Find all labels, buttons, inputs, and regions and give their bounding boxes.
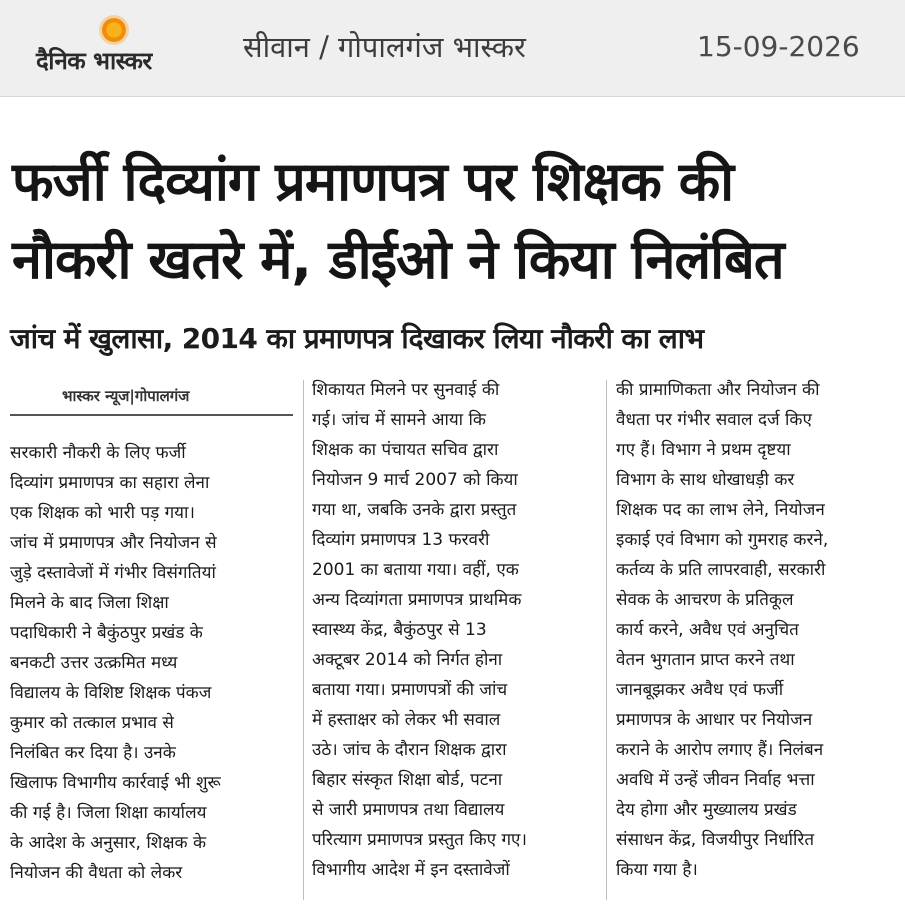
body-line: जानबूझकर अवैध एवं फर्जी: [616, 680, 784, 700]
body-line: पदाधिकारी ने बैकुंठपुर प्रखंड के: [10, 623, 203, 643]
sun-icon: [102, 18, 126, 42]
body-line: एक शिक्षक को भारी पड़ गया।: [10, 503, 195, 523]
byline-divider: [10, 414, 293, 416]
edition-name: सीवान / गोपालगंज भास्कर: [243, 30, 526, 64]
body-line: वैधता पर गंभीर सवाल दर्ज किए: [616, 410, 812, 430]
body-line: गई। जांच में सामने आया कि: [312, 410, 486, 430]
subheadline: जांच में खुलासा, 2014 का प्रमाणपत्र दिखाकर लिया नौकरी का लाभ: [10, 322, 704, 355]
logo-text: दैनिक भास्कर: [36, 47, 152, 75]
body-line: अन्य दिव्यांगता प्रमाणपत्र प्राथमिक: [312, 590, 522, 610]
body-line: कर्तव्य के प्रति लापरवाही, सरकारी: [616, 560, 826, 580]
body-line: स्वास्थ्य केंद्र, बैकुंठपुर से 13: [312, 620, 487, 640]
body-line: जुड़े दस्तावेजों में गंभीर विसंगतियां: [10, 563, 216, 583]
body-line: नियोजन की वैधता को लेकर: [10, 863, 183, 883]
body-line: वेतन भुगतान प्राप्त करने तथा: [616, 650, 795, 670]
body-line: संसाधन केंद्र, विजयीपुर निर्धारित: [616, 830, 815, 850]
body-line: कार्य करने, अवैध एवं अनुचित: [616, 620, 799, 640]
body-line: शिक्षक का पंचायत सचिव द्वारा: [312, 440, 499, 460]
body-line: बनकटी उत्तर उत्क्रमित मध्य: [10, 653, 178, 673]
body-line: शिक्षक पद का लाभ लेने, नियोजन: [616, 500, 825, 520]
byline: भास्कर न्यूज|गोपालगंज: [62, 387, 190, 405]
edition-date: 15-09-2026: [697, 30, 860, 63]
article-column-1: [10, 438, 295, 888]
body-line: दिव्यांग प्रमाणपत्र 13 फरवरी: [312, 530, 490, 550]
body-line: सेवक के आचरण के प्रतिकूल: [616, 590, 794, 610]
column-divider: [303, 380, 304, 900]
body-line: शिकायत मिलने पर सुनवाई की: [312, 380, 500, 400]
body-line: विभागीय आदेश में इन दस्तावेजों: [312, 860, 510, 880]
body-line: उठे। जांच के दौरान शिक्षक द्वारा: [312, 740, 507, 760]
body-line: निलंबित कर दिया है। उनके: [10, 743, 176, 763]
body-line: विभाग के साथ धोखाधड़ी कर: [616, 470, 795, 490]
body-line: नियोजन 9 मार्च 2007 को किया: [312, 470, 518, 490]
body-line: गए हैं। विभाग ने प्रथम दृष्टया: [616, 440, 791, 460]
body-line: इकाई एवं विभाग को गुमराह करने,: [616, 530, 829, 550]
body-line: की प्रामाणिकता और नियोजन की: [616, 380, 820, 400]
body-line: अवधि में उन्हें जीवन निर्वाह भत्ता: [616, 770, 815, 790]
article-column-2: [312, 375, 595, 885]
body-line: में हस्ताक्षर को लेकर भी सवाल: [312, 710, 501, 730]
body-line: बताया गया। प्रमाणपत्रों की जांच: [312, 680, 508, 700]
body-line: गया था, जबकि उनके द्वारा प्रस्तुत: [312, 500, 517, 520]
body-line: विद्यालय के विशिष्ट शिक्षक पंकज: [10, 683, 212, 703]
body-line: मिलने के बाद जिला शिक्षा: [10, 593, 169, 613]
body-line: किया गया है।: [616, 860, 698, 880]
headline: [12, 143, 897, 299]
body-line: के आदेश के अनुसार, शिक्षक के: [10, 833, 207, 853]
body-line: सरकारी नौकरी के लिए फर्जी: [10, 443, 186, 463]
dainik-bhaskar-logo: [36, 16, 201, 78]
body-line: से जारी प्रमाणपत्र तथा विद्यालय: [312, 800, 505, 820]
body-line: की गई है। जिला शिक्षा कार्यालय: [10, 803, 207, 823]
masthead-bar: [0, 0, 905, 97]
body-line: देय होगा और मुख्यालय प्रखंड: [616, 800, 797, 820]
body-line: परित्याग प्रमाणपत्र प्रस्तुत किए गए।: [312, 830, 527, 850]
headline-line: फर्जी दिव्यांग प्रमाणपत्र पर शिक्षक की: [12, 150, 734, 213]
body-line: प्रमाणपत्र के आधार पर नियोजन: [616, 710, 813, 730]
column-divider: [606, 380, 607, 900]
headline-line: नौकरी खतरे में, डीईओ ने किया निलंबित: [12, 228, 784, 291]
article-column-3: [616, 375, 901, 885]
body-line: दिव्यांग प्रमाणपत्र का सहारा लेना: [10, 473, 210, 493]
body-line: 2001 का बताया गया। वहीं, एक: [312, 560, 519, 580]
body-line: अक्टूबर 2014 को निर्गत होना: [312, 650, 503, 670]
body-line: कराने के आरोप लगाए हैं। निलंबन: [616, 740, 824, 760]
body-line: खिलाफ विभागीय कार्रवाई भी शुरू: [10, 773, 221, 793]
body-line: बिहार संस्कृत शिक्षा बोर्ड, पटना: [312, 770, 503, 790]
body-line: कुमार को तत्काल प्रभाव से: [10, 713, 174, 733]
body-line: जांच में प्रमाणपत्र और नियोजन से: [10, 533, 217, 553]
